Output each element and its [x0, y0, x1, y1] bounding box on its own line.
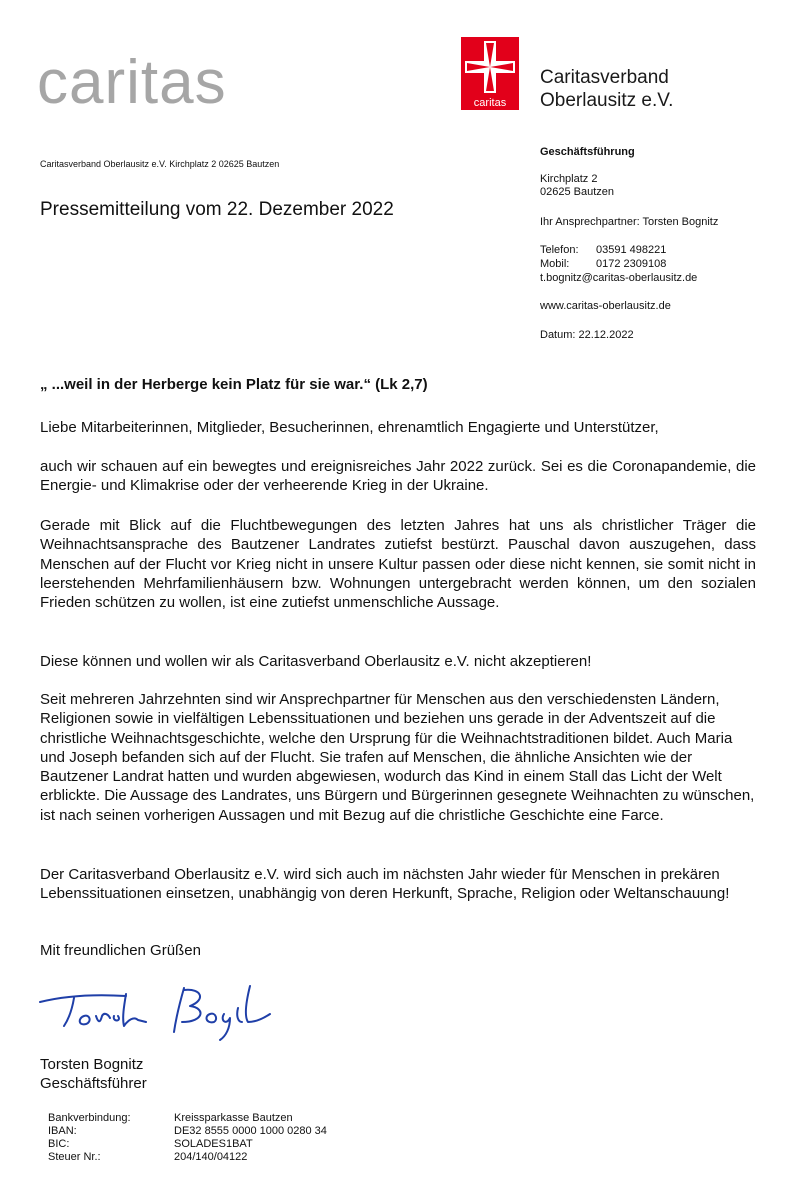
- organization-name: [540, 66, 673, 112]
- signer-block: [40, 1055, 147, 1093]
- paragraph-1: auch wir schauen auf ein bewegtes und ereignisreiches Jahr 2022 zurück. Sei es die Coronapandemie, die Energie- und Klimakrise oder der verheerende Krieg in der Ukraine.: [40, 458, 756, 495]
- contact-person: Ihr Ansprechpartner: Torsten Bognitz: [540, 216, 719, 228]
- signature-icon: [34, 982, 274, 1044]
- caritas-cross-icon: [461, 37, 519, 110]
- bic-label: BIC:: [48, 1138, 70, 1150]
- letter-date: Datum: 22.12.2022: [540, 329, 634, 341]
- letter-heading: „ ...weil in der Herberge kein Platz für sie war.“ (Lk 2,7): [40, 376, 428, 393]
- bank-row: [48, 1151, 327, 1164]
- contact-phone-row: [540, 244, 666, 256]
- press-release-title: Pressemitteilung vom 22. Dezember 2022: [40, 199, 394, 220]
- tax-number-label: Steuer Nr.:: [48, 1151, 101, 1163]
- iban-label: IBAN:: [48, 1125, 77, 1137]
- iban-value: DE32 8555 0000 1000 0280 34: [174, 1125, 327, 1137]
- contact-website: www.caritas-oberlausitz.de: [540, 300, 671, 312]
- organization-line-2: Oberlausitz e.V.: [540, 90, 674, 111]
- sender-address-line: Caritasverband Oberlausitz e.V. Kirchplatz 2 02625 Bautzen: [40, 159, 280, 169]
- signer-title: Geschäftsführer: [40, 1075, 147, 1092]
- bank-row: [48, 1138, 327, 1151]
- paragraph-5: Der Caritasverband Oberlausitz e.V. wird sich auch im nächsten Jahr wieder für Menschen in prekären Lebenssituationen einsetzen, unabhängig von deren Herkunft, Sprache, Religion oder Weltanschauung!: [40, 866, 730, 903]
- caritas-logo: [461, 37, 519, 110]
- contact-city: 02625 Bautzen: [540, 186, 615, 198]
- paragraph-3: Diese können und wollen wir als Caritasverband Oberlausitz e.V. nicht akzeptieren!: [40, 653, 592, 670]
- caritas-wordmark: caritas: [37, 48, 227, 117]
- phone-label: Telefon:: [540, 244, 579, 256]
- bank-details: [48, 1112, 327, 1164]
- organization-line-1: Caritasverband: [540, 67, 669, 88]
- contact-email: t.bognitz@caritas-oberlausitz.de: [540, 272, 698, 284]
- phone-number: 03591 498221: [596, 244, 667, 256]
- handwritten-signature: [34, 982, 274, 1044]
- mobile-number: 0172 2309108: [596, 258, 667, 270]
- bank-value: Kreissparkasse Bautzen: [174, 1112, 293, 1124]
- salutation: Liebe Mitarbeiterinnen, Mitglieder, Besucherinnen, ehrenamtlich Engagierte und Unterstützer,: [40, 419, 659, 436]
- contact-department: Geschäftsführung: [540, 146, 635, 158]
- paragraph-4: Seit mehreren Jahrzehnten sind wir Ansprechpartner für Menschen aus den verschiedensten Ländern, Religionen sowie in vielfältigen Lebenssituationen und beziehen uns gerade in der Adventszeit auf die christliche Weihnachtsgeschichte, welche den Ursprung für die Weihnachtstraditionen bildet. Auch Maria und Joseph befanden sich auf der Flucht. Sie trafen auf Menschen, die ähnliche Ansichten wie der Bautzener Landrat hatten und wurden abgewiesen, wodurch das Kind in einem Stall das Licht der Welt erblickte. Die Aussage des Landrates, uns Bürgern und Bürgerinnen gesegnete Weihnachten zu wünschen, ist nach seinen vorherigen Aussagen und mit Bezug auf die christliche Geschichte eine Farce.: [40, 691, 755, 824]
- mobile-label: Mobil:: [540, 258, 570, 270]
- bank-row: [48, 1125, 327, 1138]
- bank-label: Bankverbindung:: [48, 1112, 131, 1124]
- paragraph-2: Gerade mit Blick auf die Fluchtbewegungen des letzten Jahres hat uns als christlicher Träger die Weihnachtsansprache des Bautzener Landrates zutiefst bestürzt. Pauschal davon auszugehen, dass Menschen auf der Flucht vor Krieg nicht in unsere Kultur passen oder diese nicht kennen, sie somit nicht in leerstehenden Mehrfamilienhäusern bzw. Wohnungen untergebracht werden können, um den sozialen Frieden schützen zu wollen, ist eine zutiefst unmenschliche Aussage.: [40, 517, 756, 612]
- contact-street: Kirchplatz 2: [540, 173, 598, 185]
- bic-value: SOLADES1BAT: [174, 1138, 253, 1150]
- bank-row: [48, 1112, 327, 1125]
- signer-name: Torsten Bognitz: [40, 1056, 144, 1073]
- closing-phrase: Mit freundlichen Grüßen: [40, 942, 201, 959]
- tax-number-value: 204/140/04122: [174, 1151, 248, 1163]
- contact-mobile-row: [540, 258, 666, 270]
- svg-text:caritas: caritas: [473, 97, 507, 109]
